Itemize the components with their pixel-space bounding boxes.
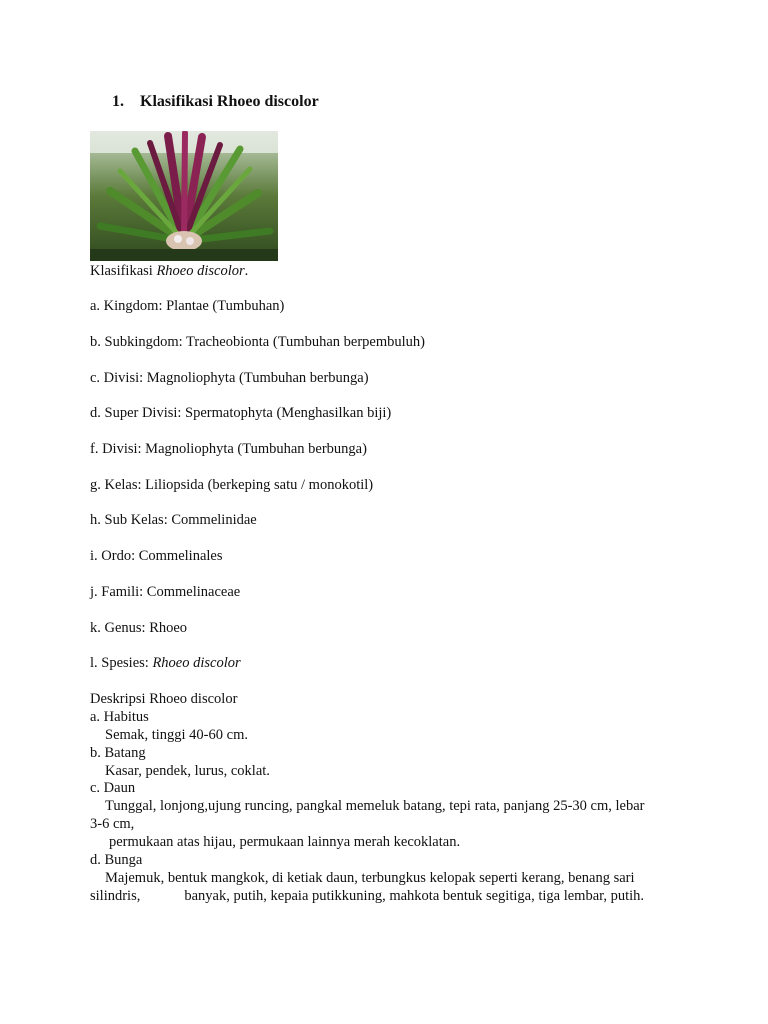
species-label: l. Spesies: [90, 655, 153, 671]
daun-label: c. Daun [90, 780, 136, 796]
daun-text-line1: Tunggal, lonjong,ujung runcing, pangkal memeluk batang, tepi rata, panjang 25-30 cm, lebar [105, 798, 645, 814]
plant-photo-illustration [90, 131, 278, 261]
daun-text-line3: permukaan atas hijau, permukaan lainnya merah kecoklatan. [109, 834, 461, 850]
habitus-label: a. Habitus [90, 709, 149, 725]
section-heading [112, 93, 319, 111]
bunga-text-line2 [90, 887, 644, 905]
classification-item: k. Genus: Rhoeo [90, 620, 188, 636]
heading-number: 1. [112, 93, 124, 110]
plant-photo [90, 131, 278, 261]
classification-item-species [90, 654, 241, 672]
caption-species: Rhoeo discolor [156, 263, 245, 279]
classification-item: d. Super Divisi: Spermatophyta (Menghasilkan biji) [90, 405, 392, 421]
classification-item: a. Kingdom: Plantae (Tumbuhan) [90, 298, 285, 314]
heading-title: Klasifikasi Rhoeo discolor [140, 93, 319, 110]
caption-suffix: . [244, 263, 249, 279]
batang-text: Kasar, pendek, lurus, coklat. [105, 763, 270, 779]
bunga-label: d. Bunga [90, 852, 143, 868]
classification-item: f. Divisi: Magnoliophyta (Tumbuhan berbunga) [90, 441, 367, 457]
bunga-text-line1: Majemuk, bentuk mangkok, di ketiak daun, terbungkus kelopak seperti kerang, benang sari [105, 870, 635, 886]
classification-item: g. Kelas: Liliopsida (berkeping satu / monokotil) [90, 477, 374, 493]
classification-item: b. Subkingdom: Tracheobionta (Tumbuhan berpembuluh) [90, 334, 425, 350]
bunga-text-line2b: banyak, putih, kepaia putikkuning, mahkota bentuk segitiga, tiga lembar, putih. [184, 888, 645, 904]
bunga-text-line2a: silindris, [90, 888, 141, 904]
classification-item: h. Sub Kelas: Commelinidae [90, 512, 257, 528]
classification-item: i. Ordo: Commelinales [90, 548, 223, 564]
description-title: Deskripsi Rhoeo discolor [90, 691, 238, 707]
caption-prefix: Klasifikasi [90, 263, 157, 279]
classification-item: c. Divisi: Magnoliophyta (Tumbuhan berbunga) [90, 370, 369, 386]
classification-caption [90, 262, 248, 280]
classification-item: j. Famili: Commelinaceae [90, 584, 241, 600]
daun-text-line2: 3-6 cm, [90, 816, 135, 832]
batang-label: b. Batang [90, 745, 146, 761]
habitus-text: Semak, tinggi 40-60 cm. [105, 727, 248, 743]
species-name: Rhoeo discolor [152, 655, 241, 671]
